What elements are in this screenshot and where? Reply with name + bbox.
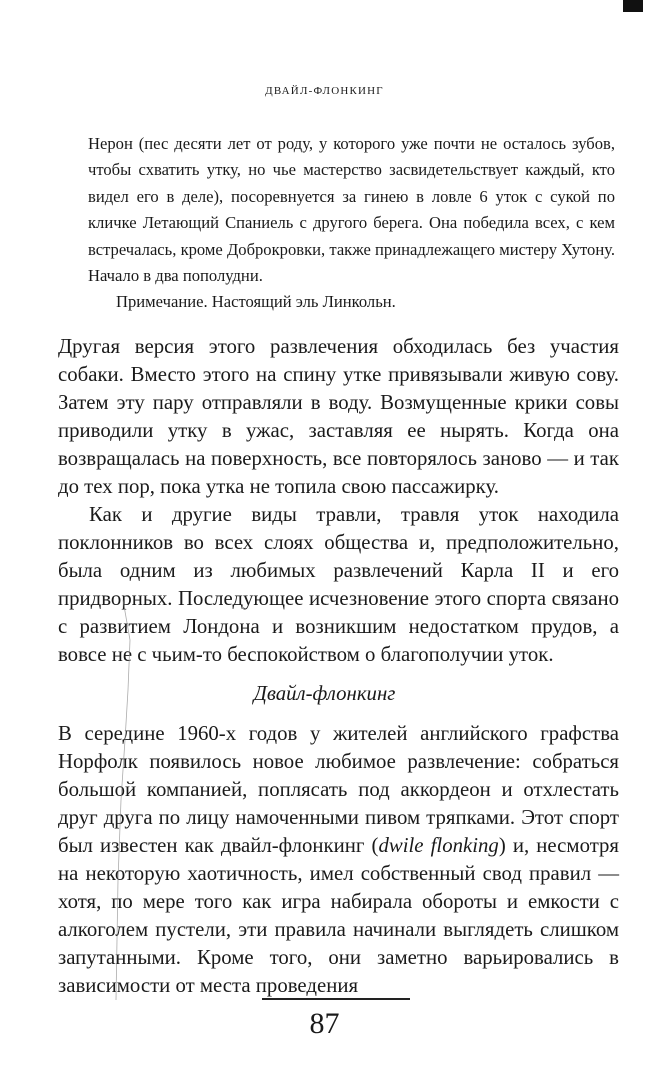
page-number: 87	[309, 1007, 340, 1040]
paragraph-text-before: В середине 1960-х годов у жителей английского графства Норфолк появилось новое любимое развлечение: собраться большой компанией, поплясать под аккордеон и отхлестать друг друга по лицу намоченными пивом тряпками. Этот спорт был известен как двайл-флонкинг (	[58, 722, 619, 857]
paragraph-duck-owl: Другая версия этого развлечения обходилась без участия собаки. Вместо этого на спину утке привязывали живую сову. Затем эту пару отправляли в воду. Возмущенные крики совы приводили утку в ужас, заставляя ее нырять. Когда она возвращалась на поверхность, все повторялось заново — и так до тех пор, пока утка не топила свою пассажирку.	[58, 335, 619, 498]
paragraph-text-after: ) и, несмотря на некоторую хаотичность, имел собственный свод правил — хотя, по мере того как игра набирала обороты и емкости с алкоголем пустели, эти правила начинали выглядеть слишком запутанными. Кроме того, они заметно варьировались в зависимости от места проведения	[58, 834, 620, 997]
section-title: Двайл-флонкинг	[253, 682, 396, 705]
running-head: ДВАЙЛ-ФЛОНКИНГ	[265, 85, 384, 97]
italic-term: dwile flonking	[378, 834, 499, 857]
quote-main-text: Нерон (пес десяти лет от роду, у которого уже почти не осталось зубов, чтобы схватить утку, но чье мастерство засвидетельствует каждый, кто видел его в деле), посоревнуется за гинею в ловле 6 уток с сукой по кличке Летающий Спаниель с другого берега. Она победила всех, с кем встречалась, кроме Доброкровки, также принадлежащего мистеру Хутону. Начало в два пополудни.	[88, 134, 615, 286]
quote-note: Примечание. Настоящий эль Линкольн.	[116, 292, 396, 312]
paragraph-duck-baiting: Как и другие виды травли, травля уток находила поклонников во всех слоях общества и, предположительно, была одним из любимых развлечений Карла II и его придворных. Последующее исчезновение этого спорта связано с развитием Лондона и возникшим недостатком прудов, а вовсе не с чьим-то беспокойством о благополучии уток.	[58, 503, 619, 666]
